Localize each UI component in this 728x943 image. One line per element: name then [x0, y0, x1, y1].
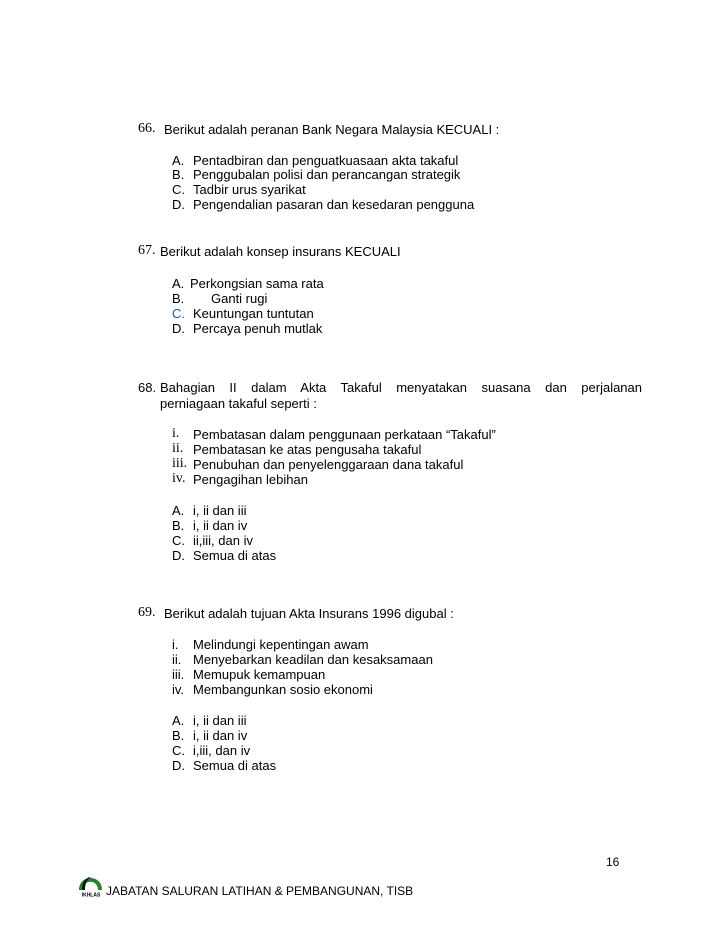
q66-option-b-text: Penggubalan polisi dan perancangan strategik: [193, 167, 461, 182]
q67-option-a-letter: A.: [172, 276, 185, 291]
q66-option-d-letter: D.: [172, 197, 185, 212]
q69-statement-iii-text: Memupuk kemampuan: [193, 667, 326, 682]
q69-option-d-letter: D.: [172, 758, 185, 773]
question-67-stem: Berikut adalah konsep insurans KECUALI: [160, 244, 401, 259]
ikhlas-logo: [76, 868, 106, 898]
q68-statement-iv-text: Pengagihan lebihan: [193, 472, 308, 487]
q68-option-b-text: i, ii dan iv: [193, 518, 248, 533]
q69-option-a-letter: A.: [172, 713, 185, 728]
q66-option-c-text: Tadbir urus syarikat: [193, 182, 306, 197]
q69-option-a-text: i, ii dan iii: [193, 713, 247, 728]
q67-option-b-letter: B.: [172, 291, 185, 306]
q69-option-c-text: i,iii, dan iv: [193, 743, 251, 758]
question-66-number: 66.: [138, 121, 156, 136]
footer-department: JABATAN SALURAN LATIHAN & PEMBANGUNAN, TISB: [106, 884, 414, 898]
q68-option-d-letter: D.: [172, 548, 185, 563]
q66-option-d-text: Pengendalian pasaran dan kesedaran pengguna: [193, 197, 475, 212]
q67-option-a-text: Perkongsian sama rata: [190, 276, 324, 291]
q69-statement-ii-roman: ii.: [172, 652, 182, 667]
q68-option-c-letter: C.: [172, 533, 185, 548]
q69-statement-i-roman: i.: [172, 637, 179, 652]
q68-option-b-letter: B.: [172, 518, 185, 533]
q66-option-b-letter: B.: [172, 167, 185, 182]
q69-statement-iv-roman: iv.: [172, 682, 185, 697]
q67-option-c-text: Keuntungan tuntutan: [193, 306, 314, 321]
q69-option-b-letter: B.: [172, 728, 185, 743]
q68-statement-i-roman: i.: [172, 426, 180, 441]
q66-option-c-letter: C.: [172, 182, 185, 197]
q69-option-c-letter: C.: [172, 743, 185, 758]
question-69-stem: Berikut adalah tujuan Akta Insurans 1996 digubal :: [164, 606, 454, 621]
q68-statement-ii-roman: ii.: [172, 441, 184, 456]
q68-statement-iii-text: Penubuhan dan penyelenggaraan dana takaful: [193, 457, 464, 472]
q67-option-c-letter: C.: [172, 306, 185, 321]
q68-option-c-text: ii,iii, dan iv: [193, 533, 253, 548]
q69-statement-iv-text: Membangunkan sosio ekonomi: [193, 682, 373, 697]
question-66-stem: Berikut adalah peranan Bank Negara Malaysia KECUALI :: [164, 122, 500, 137]
q68-statement-ii-text: Pembatasan ke atas pengusaha takaful: [193, 442, 422, 457]
q68-option-a-text: i, ii dan iii: [193, 503, 247, 518]
q66-option-a-letter: A.: [172, 153, 185, 168]
q69-option-d-text: Semua di atas: [193, 758, 277, 773]
question-68-stem-line2: perniagaan takaful seperti :: [160, 396, 317, 411]
q68-statement-i-text: Pembatasan dalam penggunaan perkataan “Takaful”: [193, 427, 496, 442]
question-68-stem-line1: Bahagian II dalam Akta Takaful menyatakan suasana dan perjalanan: [160, 380, 642, 395]
q66-option-a-text: Pentadbiran dan penguatkuasaan akta takaful: [193, 153, 459, 168]
q68-option-a-letter: A.: [172, 503, 185, 518]
q68-option-d-text: Semua di atas: [193, 548, 277, 563]
logo-wordmark: IKHLAS: [81, 892, 101, 898]
q69-option-b-text: i, ii dan iv: [193, 728, 248, 743]
q69-statement-ii-text: Menyebarkan keadilan dan kesaksamaan: [193, 652, 433, 667]
question-67-number: 67.: [138, 243, 156, 258]
q67-option-d-text: Percaya penuh mutlak: [193, 321, 323, 336]
question-68-number: 68.: [138, 380, 157, 395]
q67-option-d-letter: D.: [172, 321, 185, 336]
q69-statement-i-text: Melindungi kepentingan awam: [193, 637, 369, 652]
q67-option-b-text: Ganti rugi: [211, 291, 268, 306]
page-number: 16: [606, 855, 620, 869]
question-69-number: 69.: [138, 605, 156, 620]
q68-statement-iv-roman: iv.: [172, 471, 186, 486]
q68-statement-iii-roman: iii.: [172, 456, 188, 471]
q69-statement-iii-roman: iii.: [172, 667, 185, 682]
